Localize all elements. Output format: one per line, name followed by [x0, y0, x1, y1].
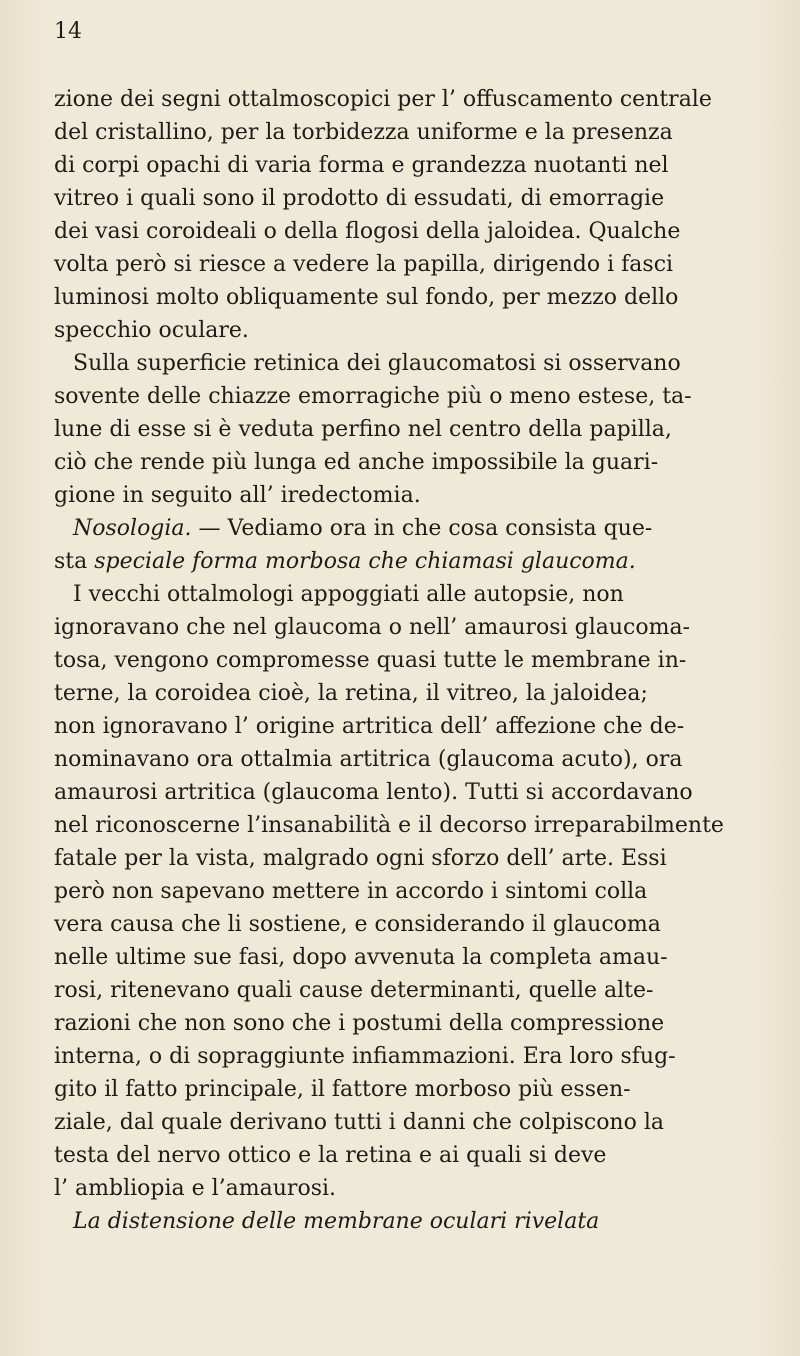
text-line: gione in seguito all’ iredectomia.	[54, 483, 421, 508]
text-line: zione dei segni ottalmoscopici per l’ offuscamento centrale	[54, 87, 712, 112]
text-line: gito il fatto principale, il fattore morboso più essen-	[54, 1077, 631, 1102]
text-line: lune di esse si è veduta perfino nel centro della papilla,	[54, 417, 672, 442]
text-line: sovente delle chiazze emorragiche più o meno estese, ta-	[54, 384, 692, 409]
text-line: tosa, vengono compromesse quasi tutte le membrane in-	[54, 648, 687, 673]
text-line: rosi, ritenevano quali cause determinanti, quelle alte-	[54, 978, 654, 1003]
text-line: interna, o di sopraggiunte infiammazioni. Era loro sfug-	[54, 1044, 676, 1069]
text-line: però non sapevano mettere in accordo i sintomi colla	[54, 879, 648, 904]
text-line: ciò che rende più lunga ed anche impossibile la guari-	[54, 450, 659, 475]
text-line: amaurosi artritica (glaucoma lento). Tutti si accordavano	[54, 780, 693, 805]
page-number: 14	[54, 19, 82, 44]
text-line: volta però si riesce a vedere la papilla, dirigendo i fasci	[54, 252, 674, 277]
text-line: luminosi molto obliquamente sul fondo, per mezzo dello	[54, 285, 679, 310]
text-line: ignoravano che nel glaucoma o nell’ amaurosi glaucoma-	[54, 615, 690, 640]
text-line: dei vasi coroideali o della flogosi della jaloidea. Qualche	[54, 219, 681, 244]
continuation-line: La distensione delle membrane oculari rivelata	[73, 1209, 600, 1234]
text-line: del cristallino, per la torbidezza uniforme e la presenza	[54, 120, 673, 145]
text-line: fatale per la vista, malgrado ogni sforzo dell’ arte. Essi	[54, 846, 667, 871]
text-line: nelle ultime sue fasi, dopo avvenuta la completa amau-	[54, 945, 668, 970]
section-heading-text: — Vediamo ora in che cosa consista que-	[191, 516, 653, 541]
text-line: vera causa che li sostiene, e considerando il glaucoma	[54, 912, 661, 937]
text-line: di corpi opachi di varia forma e grandezza nuotanti nel	[54, 153, 669, 178]
text-line: vitreo i quali sono il prodotto di essudati, di emorragie	[54, 186, 665, 211]
section-heading: Nosologia.	[73, 516, 192, 541]
text-line: terne, la coroidea cioè, la retina, il vitreo, la jaloidea;	[54, 681, 648, 706]
italic-text-fragment: speciale forma morbosa che chiamasi glaucoma.	[94, 549, 636, 574]
text-line: ziale, dal quale derivano tutti i danni che colpiscono la	[54, 1110, 664, 1135]
text-line: testa del nervo ottico e la retina e ai quali si deve	[54, 1143, 607, 1168]
text-line: razioni che non sono che i postumi della compressione	[54, 1011, 665, 1036]
paragraph-start-line: I vecchi ottalmologi appoggiati alle autopsie, non	[73, 582, 624, 607]
paragraph-start-line: Sulla superficie retinica dei glaucomatosi si osservano	[73, 351, 681, 376]
text-line: nel riconoscerne l’insanabilità e il decorso irreparabilmente	[54, 813, 724, 838]
text-line: nominavano ora ottalmia artitrica (glaucoma acuto), ora	[54, 747, 683, 772]
text-line	[54, 546, 636, 578]
text-line: l’ ambliopia e l’amaurosi.	[54, 1176, 337, 1201]
text-fragment: sta	[54, 549, 95, 574]
text-line: non ignoravano l’ origine artritica dell’ affezione che de-	[54, 714, 685, 739]
text-line: specchio oculare.	[54, 318, 249, 343]
section-heading-line	[73, 513, 652, 545]
